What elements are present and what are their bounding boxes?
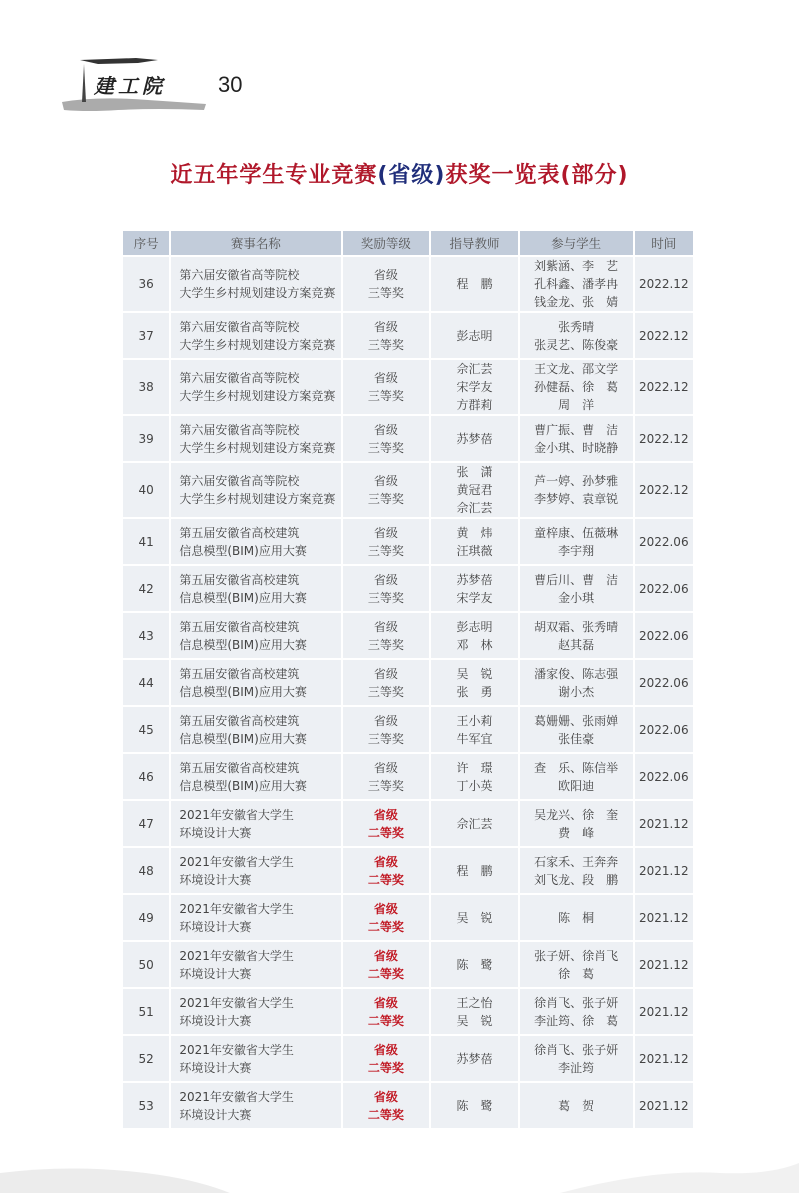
- cell-level: 省级 二等奖: [343, 942, 430, 987]
- cell-teachers: 佘汇芸: [431, 801, 518, 846]
- col-header-students: 参与学生: [520, 231, 633, 255]
- cell-teachers: 程 鹏: [431, 848, 518, 893]
- cell-students: 胡双霜、张秀晴 赵其磊: [520, 613, 633, 658]
- table-header-row: [123, 231, 693, 255]
- table-row: [123, 463, 693, 517]
- cell-level: 省级 二等奖: [343, 801, 430, 846]
- cell-date: 2022.12: [635, 463, 693, 517]
- cell-name: 2021年安徽省大学生 环境设计大赛: [171, 989, 340, 1034]
- cell-no: 47: [123, 801, 169, 846]
- table-row: [123, 754, 693, 799]
- table-row: [123, 660, 693, 705]
- cell-name: 第五届安徽省高校建筑 信息模型(BIM)应用大赛: [171, 707, 340, 752]
- cell-name: 2021年安徽省大学生 环境设计大赛: [171, 895, 340, 940]
- cell-level: 省级 二等奖: [343, 989, 430, 1034]
- cell-date: 2022.12: [635, 257, 693, 311]
- table-row: [123, 360, 693, 414]
- cell-level: 省级 三等奖: [343, 660, 430, 705]
- cell-no: 51: [123, 989, 169, 1034]
- cell-no: 40: [123, 463, 169, 517]
- cell-teachers: 吴 锐 张 勇: [431, 660, 518, 705]
- cell-students: 徐肖飞、张子妍 李沚筠: [520, 1036, 633, 1081]
- cell-teachers: 张 潇 黄冠君 佘汇芸: [431, 463, 518, 517]
- cell-no: 46: [123, 754, 169, 799]
- cell-date: 2022.06: [635, 707, 693, 752]
- cell-name: 第五届安徽省高校建筑 信息模型(BIM)应用大赛: [171, 519, 340, 564]
- cell-teachers: 苏梦蓓 宋学友: [431, 566, 518, 611]
- title-prefix: 近五年学生专业竞赛: [170, 163, 378, 188]
- col-header-date: 时间: [635, 231, 693, 255]
- table-row: [123, 519, 693, 564]
- cell-level: 省级 三等奖: [343, 463, 430, 517]
- cell-teachers: 苏梦蓓: [431, 1036, 518, 1081]
- cell-students: 查 乐、陈信举 欧阳迪: [520, 754, 633, 799]
- cell-teachers: 彭志明 邓 林: [431, 613, 518, 658]
- cell-date: 2021.12: [635, 942, 693, 987]
- table-row: [123, 989, 693, 1034]
- col-header-name: 赛事名称: [171, 231, 340, 255]
- cell-date: 2022.12: [635, 313, 693, 358]
- cell-name: 第五届安徽省高校建筑 信息模型(BIM)应用大赛: [171, 754, 340, 799]
- cell-students: 芦一婷、孙梦雅 李梦婷、袁章锐: [520, 463, 633, 517]
- college-logo: [58, 56, 208, 118]
- cell-date: 2021.12: [635, 1036, 693, 1081]
- cell-date: 2022.12: [635, 416, 693, 461]
- page-title: [0, 158, 799, 189]
- cell-no: 36: [123, 257, 169, 311]
- cell-level: 省级 二等奖: [343, 1083, 430, 1128]
- cell-teachers: 苏梦蓓: [431, 416, 518, 461]
- cell-level: 省级 二等奖: [343, 848, 430, 893]
- cell-teachers: 陈 鹭: [431, 942, 518, 987]
- cell-students: 曹后川、曹 洁 金小琪: [520, 566, 633, 611]
- cell-students: 葛姗姗、张雨婵 张佳豪: [520, 707, 633, 752]
- cell-no: 52: [123, 1036, 169, 1081]
- cell-no: 50: [123, 942, 169, 987]
- cell-date: 2022.06: [635, 566, 693, 611]
- logo-text: 建工院: [94, 74, 166, 98]
- cell-no: 49: [123, 895, 169, 940]
- cell-students: 葛 贺: [520, 1083, 633, 1128]
- cell-no: 38: [123, 360, 169, 414]
- cell-level: 省级 三等奖: [343, 257, 430, 311]
- cell-date: 2021.12: [635, 801, 693, 846]
- cell-date: 2021.12: [635, 1083, 693, 1128]
- cell-teachers: 陈 鹭: [431, 1083, 518, 1128]
- cell-teachers: 程 鹏: [431, 257, 518, 311]
- cell-no: 41: [123, 519, 169, 564]
- cell-students: 石家禾、王奔奔 刘飞龙、段 鹏: [520, 848, 633, 893]
- cell-level: 省级 三等奖: [343, 754, 430, 799]
- cell-level: 省级 三等奖: [343, 707, 430, 752]
- table-row: [123, 848, 693, 893]
- title-suffix: 获奖一览表(部分): [445, 163, 629, 188]
- cell-date: 2022.06: [635, 519, 693, 564]
- cell-date: 2022.12: [635, 360, 693, 414]
- cell-level: 省级 三等奖: [343, 613, 430, 658]
- cell-students: 张秀晴 张灵艺、陈俊豪: [520, 313, 633, 358]
- page-number: 30: [218, 72, 243, 97]
- cell-level: 省级 三等奖: [343, 360, 430, 414]
- cell-teachers: 黄 炜 汪琪薇: [431, 519, 518, 564]
- cell-teachers: 吴 锐: [431, 895, 518, 940]
- cell-students: 童梓康、伍薇琳 李宇翔: [520, 519, 633, 564]
- table-row: [123, 801, 693, 846]
- table-row: [123, 416, 693, 461]
- table-row: [123, 313, 693, 358]
- cell-students: 王文龙、邵文学 孙健磊、徐 葛 周 洋: [520, 360, 633, 414]
- cell-level: 省级 二等奖: [343, 1036, 430, 1081]
- table-row: [123, 942, 693, 987]
- cell-students: 张子妍、徐肖飞 徐 葛: [520, 942, 633, 987]
- cell-no: 45: [123, 707, 169, 752]
- cell-students: 徐肖飞、张子妍 李沚筠、徐 葛: [520, 989, 633, 1034]
- cell-name: 2021年安徽省大学生 环境设计大赛: [171, 801, 340, 846]
- cell-name: 第五届安徽省高校建筑 信息模型(BIM)应用大赛: [171, 566, 340, 611]
- cell-teachers: 王小莉 牛军宜: [431, 707, 518, 752]
- cell-name: 第六届安徽省高等院校 大学生乡村规划建设方案竞赛: [171, 257, 340, 311]
- table-row: [123, 613, 693, 658]
- cell-level: 省级 三等奖: [343, 519, 430, 564]
- cell-name: 第五届安徽省高校建筑 信息模型(BIM)应用大赛: [171, 613, 340, 658]
- cell-name: 第六届安徽省高等院校 大学生乡村规划建设方案竞赛: [171, 463, 340, 517]
- cell-date: 2021.12: [635, 895, 693, 940]
- cell-students: 潘家俊、陈志强 谢小杰: [520, 660, 633, 705]
- col-header-level: 奖励等级: [343, 231, 430, 255]
- cell-no: 39: [123, 416, 169, 461]
- cell-level: 省级 三等奖: [343, 416, 430, 461]
- cell-teachers: 佘汇芸 宋学友 方群莉: [431, 360, 518, 414]
- cell-teachers: 王之怡 吴 锐: [431, 989, 518, 1034]
- table-row: [123, 707, 693, 752]
- cell-no: 37: [123, 313, 169, 358]
- table-row: [123, 257, 693, 311]
- cell-no: 44: [123, 660, 169, 705]
- col-header-teachers: 指导教师: [431, 231, 518, 255]
- cell-name: 第六届安徽省高等院校 大学生乡村规划建设方案竞赛: [171, 416, 340, 461]
- cell-no: 43: [123, 613, 169, 658]
- table-row: [123, 1083, 693, 1128]
- cell-date: 2021.12: [635, 989, 693, 1034]
- cell-name: 第六届安徽省高等院校 大学生乡村规划建设方案竞赛: [171, 313, 340, 358]
- cell-date: 2021.12: [635, 848, 693, 893]
- cell-name: 2021年安徽省大学生 环境设计大赛: [171, 1036, 340, 1081]
- cell-teachers: 彭志明: [431, 313, 518, 358]
- cell-students: 曹广振、曹 洁 金小琪、时晓静: [520, 416, 633, 461]
- table-body: [123, 257, 693, 1128]
- cell-students: 吴龙兴、徐 奎 费 峰: [520, 801, 633, 846]
- cell-teachers: 许 璟 丁小英: [431, 754, 518, 799]
- cell-level: 省级 三等奖: [343, 313, 430, 358]
- cell-students: 刘紫涵、李 艺 孔科鑫、潘孝冉 钱金龙、张 婧: [520, 257, 633, 311]
- table-row: [123, 895, 693, 940]
- title-highlight: (省级): [377, 163, 446, 188]
- cell-no: 53: [123, 1083, 169, 1128]
- awards-table: [121, 229, 695, 1130]
- cell-date: 2022.06: [635, 754, 693, 799]
- cell-name: 2021年安徽省大学生 环境设计大赛: [171, 848, 340, 893]
- cell-students: 陈 桐: [520, 895, 633, 940]
- ink-wash-decoration: [0, 1133, 799, 1193]
- table-row: [123, 566, 693, 611]
- cell-no: 48: [123, 848, 169, 893]
- cell-no: 42: [123, 566, 169, 611]
- cell-name: 2021年安徽省大学生 环境设计大赛: [171, 1083, 340, 1128]
- table-row: [123, 1036, 693, 1081]
- col-header-no: 序号: [123, 231, 169, 255]
- cell-level: 省级 二等奖: [343, 895, 430, 940]
- cell-date: 2022.06: [635, 613, 693, 658]
- cell-name: 第五届安徽省高校建筑 信息模型(BIM)应用大赛: [171, 660, 340, 705]
- cell-name: 2021年安徽省大学生 环境设计大赛: [171, 942, 340, 987]
- cell-name: 第六届安徽省高等院校 大学生乡村规划建设方案竞赛: [171, 360, 340, 414]
- cell-level: 省级 三等奖: [343, 566, 430, 611]
- cell-date: 2022.06: [635, 660, 693, 705]
